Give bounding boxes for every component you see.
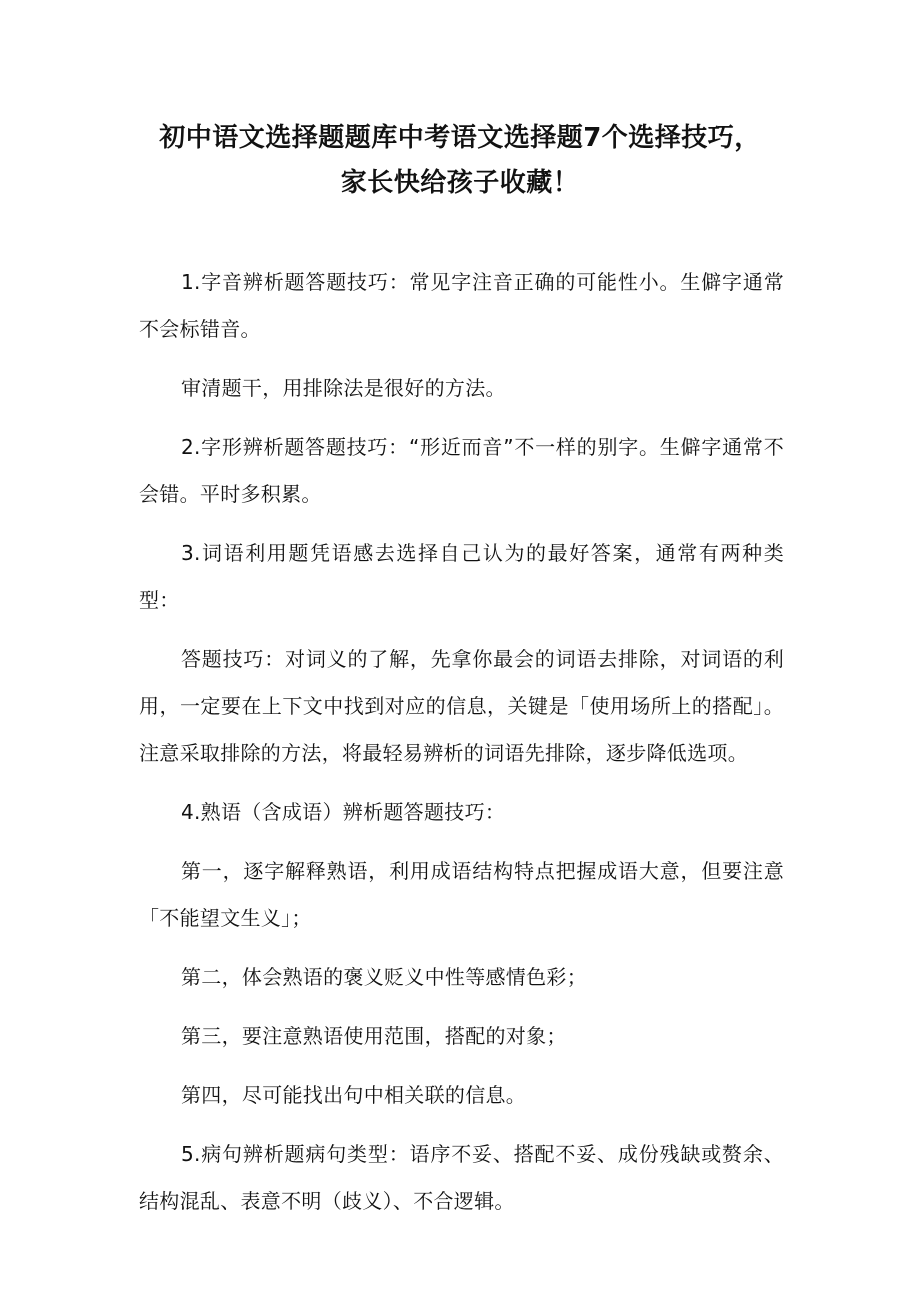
paragraph-7: 第一，逐字解释熟语，利用成语结构特点把握成语大意，但要注意「不能望文生义」；	[139, 859, 784, 930]
paragraph-8: 第二，体会熟语的褒义贬义中性等感情色彩；	[181, 965, 587, 989]
paragraph-5: 答题技巧：对词义的了解，先拿你最会的词语去排除，对词语的利用，一定要在上下文中找到对应的信息，关键是「使用场所上的搭配」。注意采取排除的方法，将最轻易辨析的词语先排除，逐步降低选项。	[139, 647, 784, 765]
title-line-1: 初中语文选择题题库中考语文选择题7个选择技巧，	[159, 123, 761, 153]
paragraph-1: 1.字音辨析题答题技巧：常见字注音正确的可能性小。生僻字通常不会标错音。	[139, 270, 784, 341]
paragraph-10: 第四，尽可能找出句中相关联的信息。	[181, 1083, 527, 1107]
paragraph-6: 4.熟语（含成语）辨析题答题技巧：	[181, 800, 506, 824]
title-line-2: 家长快给孩子收藏！	[340, 168, 580, 198]
document-body	[139, 259, 784, 1237]
paragraph-4: 3.词语利用题凭语感去选择自己认为的最好答案，通常有两种类型：	[139, 541, 784, 612]
paragraph-3: 2.字形辨析题答题技巧：“形近而音”不一样的别字。生僻字通常不会错。平时多积累。	[139, 435, 784, 506]
paragraph-2: 审清题干，用排除法是很好的方法。	[181, 376, 506, 400]
paragraph-9: 第三，要注意熟语使用范围，搭配的对象；	[181, 1024, 567, 1048]
paragraph-11: 5.病句辨析题病句类型：语序不妥、搭配不妥、成份残缺或赘余、结构混乱、表意不明（歧义）、不合逻辑。	[139, 1142, 784, 1213]
page-title	[100, 116, 820, 206]
